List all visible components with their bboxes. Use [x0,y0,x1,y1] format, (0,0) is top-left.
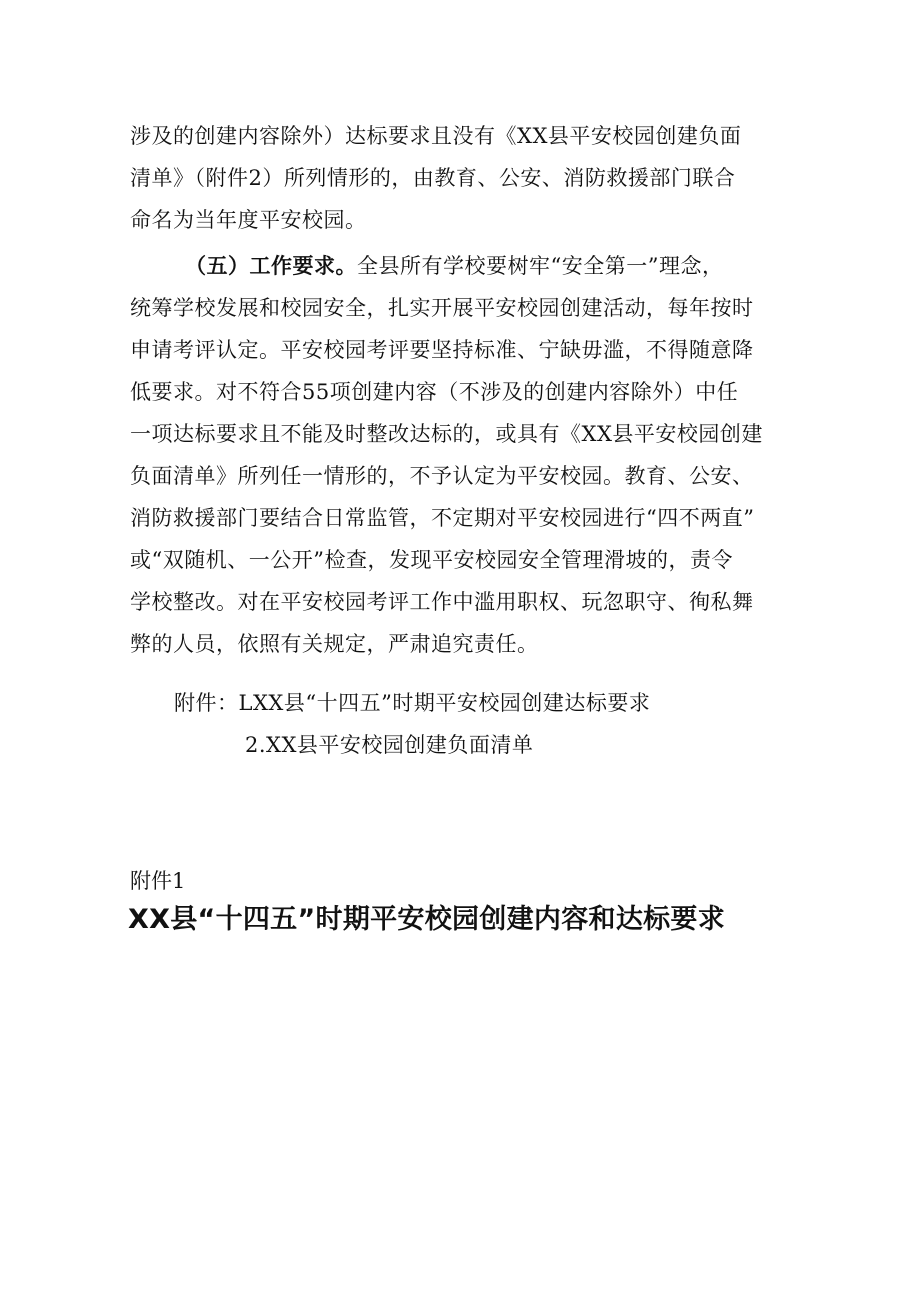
paragraph-2-line: 学校整改。对在平安校园考评工作中滥用职权、玩忽职守、徇私舞 [130,590,754,614]
paragraph-2-line: 一项达标要求且不能及时整改达标的，或具有《XX县平安校园创建 [130,422,763,446]
paragraph-2-line: 申请考评认定。平安校园考评要坚持标准、宁缺毋滥，不得随意降 [130,338,754,362]
paragraph-2-line: 统筹学校发展和校园安全，扎实开展平安校园创建活动，每年按时 [130,296,754,320]
paragraph-2-line: 负面清单》所列任一情形的，不予认定为平安校园。教育、公安、 [130,464,754,488]
paragraph-2-line: 消防救援部门要结合日常监管，不定期对平安校园进行“四不两直” [130,506,755,530]
annex-title: XX县“十四五”时期平安校园创建内容和达标要求 [128,904,726,935]
paragraph-2-line: 或“双随机、一公开”检查，发现平安校园安全管理滑坡的，责令 [130,548,733,572]
paragraph-2 [130,245,800,665]
paragraph-2-line: 弊的人员，依照有关规定，严肃追究责任。 [130,632,539,656]
attachment-item-1: 附件：LXX县“十四五”时期平安校园创建达标要求 [174,691,651,715]
section-heading-work-requirements: （五）工作要求。 [185,254,357,278]
paragraph-2-first-line-text: 全县所有学校要树牢“安全第一”理念， [357,254,724,278]
attachments-list [130,682,800,766]
paragraph-2-first-line [130,245,800,287]
paragraph-1 [130,115,800,241]
attachment-item-2: 2.XX县平安校园创建负面清单 [245,733,534,757]
paragraph-1-line: 清单》（附件2）所列情形的，由教育、公安、消防救援部门联合 [130,166,736,190]
paragraph-1-line: 命名为当年度平安校园。 [130,208,367,232]
paragraph-2-line: 低要求。对不符合55项创建内容（不涉及的创建内容除外）中任 [130,380,739,404]
paragraph-1-line: 涉及的创建内容除外）达标要求且没有《XX县平安校园创建负面 [130,124,742,148]
annex-label: 附件1 [130,869,186,893]
